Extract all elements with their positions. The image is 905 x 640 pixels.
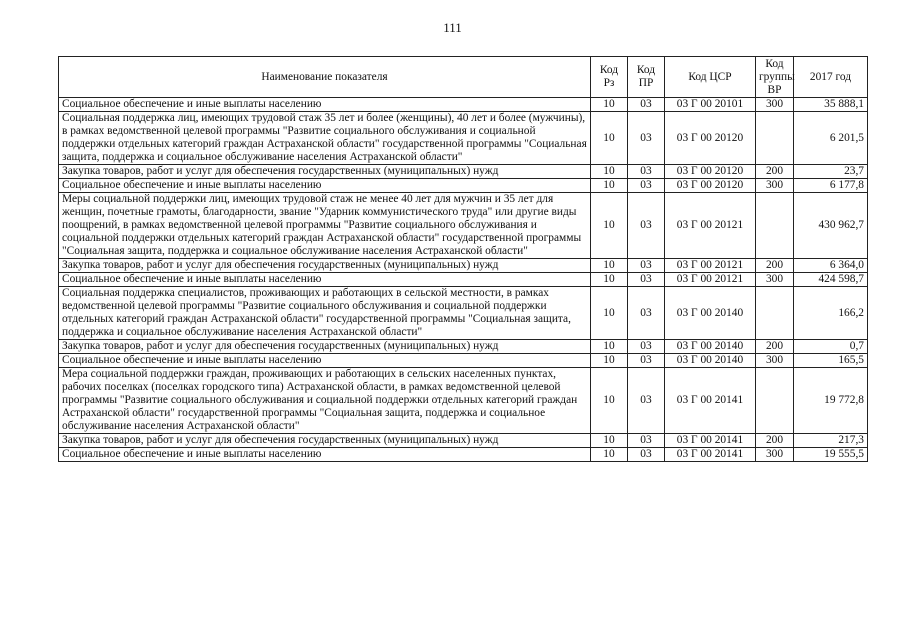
table-row <box>59 179 868 193</box>
table-row <box>59 287 868 340</box>
table-row <box>59 259 868 273</box>
row-amount: 35 888,1 <box>794 98 868 112</box>
row-amount: 166,2 <box>794 287 868 340</box>
header-year: 2017 год <box>794 57 868 98</box>
row-vr: 300 <box>756 98 794 112</box>
row-pr: 03 <box>628 340 665 354</box>
row-pr: 03 <box>628 368 665 434</box>
row-rz: 10 <box>591 354 628 368</box>
row-vr: 200 <box>756 340 794 354</box>
row-name: Закупка товаров, работ и услуг для обеспечения государственных (муниципальных) нужд <box>59 434 591 448</box>
row-vr <box>756 287 794 340</box>
row-pr: 03 <box>628 98 665 112</box>
row-amount: 19 555,5 <box>794 448 868 462</box>
row-pr: 03 <box>628 354 665 368</box>
row-rz: 10 <box>591 98 628 112</box>
row-name: Социальное обеспечение и иные выплаты населению <box>59 179 591 193</box>
row-csr: 03 Г 00 20141 <box>665 434 756 448</box>
row-csr: 03 Г 00 20121 <box>665 259 756 273</box>
table-row <box>59 98 868 112</box>
row-name: Социальная поддержка специалистов, проживающих и работающих в сельской местности, в рамках ведомственной целевой программы "Развитие социального обслуживания и социальной поддержки отдельных категорий граждан Астраханской области" государственной программы "Социальная защита, поддержка и социальное обслуживание населения Астраханской области" <box>59 287 591 340</box>
row-name: Мера социальной поддержки граждан, проживающих и работающих в сельских населенных пунктах, рабочих поселках (поселках городского типа) Астраханской области, в рамках ведомственной целевой программы "Развитие социального обслуживания и социальной поддержки отдельных категорий граждан Астраханской области" государственной программы "Социальная защита, поддержка и социальное обслуживание населения Астраханской области" <box>59 368 591 434</box>
row-csr: 03 Г 00 20120 <box>665 179 756 193</box>
row-vr: 200 <box>756 165 794 179</box>
row-csr: 03 Г 00 20121 <box>665 193 756 259</box>
row-csr: 03 Г 00 20120 <box>665 165 756 179</box>
row-vr: 300 <box>756 354 794 368</box>
row-amount: 0,7 <box>794 340 868 354</box>
row-name: Закупка товаров, работ и услуг для обеспечения государственных (муниципальных) нужд <box>59 259 591 273</box>
table-body <box>59 98 868 462</box>
table-row <box>59 165 868 179</box>
row-csr: 03 Г 00 20140 <box>665 354 756 368</box>
row-pr: 03 <box>628 287 665 340</box>
row-rz: 10 <box>591 193 628 259</box>
row-amount: 6 201,5 <box>794 112 868 165</box>
row-amount: 19 772,8 <box>794 368 868 434</box>
row-csr: 03 Г 00 20141 <box>665 448 756 462</box>
row-rz: 10 <box>591 259 628 273</box>
row-pr: 03 <box>628 165 665 179</box>
table-row <box>59 434 868 448</box>
header-csr: Код ЦСР <box>665 57 756 98</box>
row-pr: 03 <box>628 259 665 273</box>
row-pr: 03 <box>628 273 665 287</box>
row-vr <box>756 112 794 165</box>
row-csr: 03 Г 00 20140 <box>665 340 756 354</box>
budget-table <box>58 56 868 462</box>
table-row <box>59 448 868 462</box>
row-pr: 03 <box>628 193 665 259</box>
table-row <box>59 354 868 368</box>
row-amount: 6 364,0 <box>794 259 868 273</box>
row-amount: 23,7 <box>794 165 868 179</box>
row-vr: 300 <box>756 448 794 462</box>
row-amount: 6 177,8 <box>794 179 868 193</box>
row-name: Социальное обеспечение и иные выплаты населению <box>59 354 591 368</box>
row-amount: 424 598,7 <box>794 273 868 287</box>
row-vr: 300 <box>756 273 794 287</box>
row-vr: 300 <box>756 179 794 193</box>
row-csr: 03 Г 00 20140 <box>665 287 756 340</box>
row-name: Социальное обеспечение и иные выплаты населению <box>59 273 591 287</box>
row-vr <box>756 368 794 434</box>
row-pr: 03 <box>628 112 665 165</box>
table-row <box>59 273 868 287</box>
row-vr: 200 <box>756 434 794 448</box>
row-pr: 03 <box>628 179 665 193</box>
row-csr: 03 Г 00 20101 <box>665 98 756 112</box>
header-rz: Код Рз <box>591 57 628 98</box>
row-name: Социальная поддержка лиц, имеющих трудовой стаж 35 лет и более (женщины), 40 лет и более (мужчины), в рамках ведомственной целевой программы "Развитие социального обслуживания и социальной поддержки отдельных категорий граждан Астраханской области" государственной программы "Социальная защита, поддержка и социальное обслуживание населения Астраханской области" <box>59 112 591 165</box>
row-name: Меры социальной поддержки лиц, имеющих трудовой стаж не менее 40 лет для мужчин и 35 лет для женщин, почетные грамоты, благодарности, звание "Ударник коммунистического труда" или другие виды поощрений, в рамках ведомственной целевой программы "Развитие социального обслуживания и социальной поддержки отдельных категорий граждан Астраханской области" государственной программы "Социальная защита, поддержка и социальное обслуживание населения Астраханской области" <box>59 193 591 259</box>
table-row <box>59 193 868 259</box>
row-name: Закупка товаров, работ и услуг для обеспечения государственных (муниципальных) нужд <box>59 165 591 179</box>
row-amount: 430 962,7 <box>794 193 868 259</box>
row-pr: 03 <box>628 434 665 448</box>
table-row <box>59 340 868 354</box>
row-rz: 10 <box>591 448 628 462</box>
row-name: Закупка товаров, работ и услуг для обеспечения государственных (муниципальных) нужд <box>59 340 591 354</box>
row-name: Социальное обеспечение и иные выплаты населению <box>59 98 591 112</box>
header-name: Наименование показателя <box>59 57 591 98</box>
row-rz: 10 <box>591 340 628 354</box>
row-vr: 200 <box>756 259 794 273</box>
row-amount: 217,3 <box>794 434 868 448</box>
row-rz: 10 <box>591 179 628 193</box>
row-rz: 10 <box>591 368 628 434</box>
header-pr: Код ПР <box>628 57 665 98</box>
row-amount: 165,5 <box>794 354 868 368</box>
row-rz: 10 <box>591 112 628 165</box>
table-row <box>59 112 868 165</box>
row-csr: 03 Г 00 20120 <box>665 112 756 165</box>
row-rz: 10 <box>591 165 628 179</box>
table-header-row <box>59 57 868 98</box>
page-number: 111 <box>443 20 462 35</box>
row-rz: 10 <box>591 273 628 287</box>
row-vr <box>756 193 794 259</box>
row-csr: 03 Г 00 20141 <box>665 368 756 434</box>
row-rz: 10 <box>591 287 628 340</box>
header-vr: Код группы ВР <box>756 57 794 98</box>
row-rz: 10 <box>591 434 628 448</box>
row-csr: 03 Г 00 20121 <box>665 273 756 287</box>
row-name: Социальное обеспечение и иные выплаты населению <box>59 448 591 462</box>
table-row <box>59 368 868 434</box>
row-pr: 03 <box>628 448 665 462</box>
